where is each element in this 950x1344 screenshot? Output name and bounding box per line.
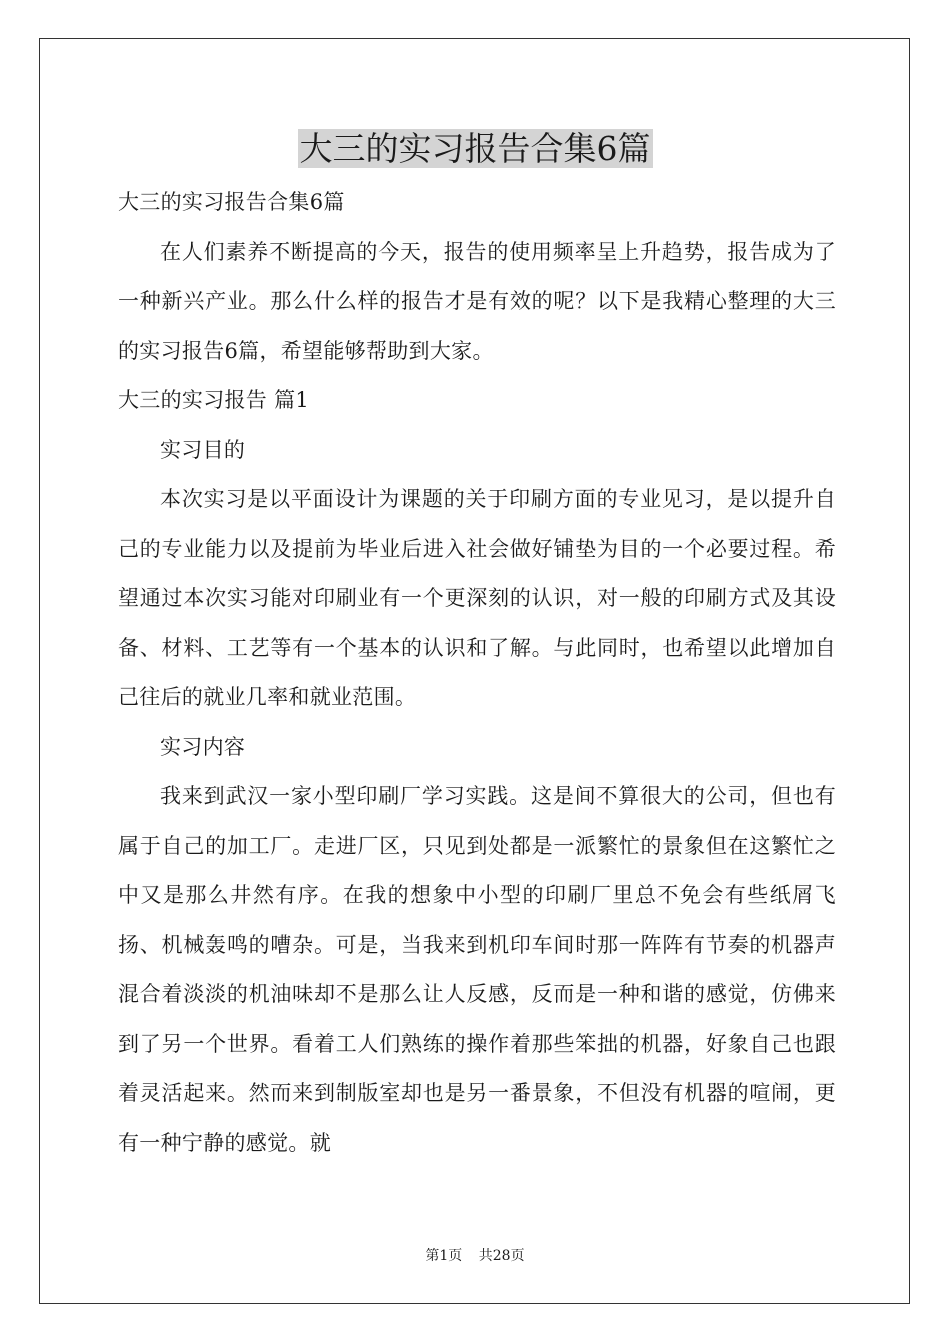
page-total: 共28页 <box>478 1248 525 1264</box>
paragraph-intro: 在人们素养不断提高的今天，报告的使用频率呈上升趋势，报告成为了一种新兴产业。那么什么样的报告才是有效的呢？以下是我精心整理的大三的实习报告6篇，希望能够帮助到大家。 <box>118 239 836 363</box>
page-number: 第1页 <box>425 1248 463 1264</box>
subheading-content: 实习内容 <box>160 734 246 759</box>
document-title-text: 大三的实习报告合集6篇 <box>299 129 651 168</box>
section-heading: 大三的实习报告 篇1 <box>118 388 310 412</box>
paragraph-subtitle: 大三的实习报告合集6篇 <box>118 190 345 214</box>
paragraph-purpose: 本次实习是以平面设计为课题的关于印刷方面的专业见习，是以提升自己的专业能力以及提前为毕业后进入社会做好铺垫为目的一个必要过程。希望通过本次实习能对印刷业有一个更深刻的认识，对一般的印刷方式及其设备、材料、工艺等有一个基本的认识和了解。与此同时，也希望以此增加自己往后的就业几率和就业范围。 <box>118 487 836 709</box>
subheading-purpose: 实习目的 <box>160 437 246 462</box>
paragraph-content: 我来到武汉一家小型印刷厂学习实践。这是间不算很大的公司，但也有属于自己的加工厂。走进厂区，只见到处都是一派繁忙的景象但在这繁忙之中又是那么井然有序。在我的想象中小型的印刷厂里总不免会有些纸屑飞扬、机械轰鸣的嘈杂。可是，当我来到机印车间时那一阵阵有节奏的机器声混合着淡淡的机油味却不是那么让人反感，反而是一种和谐的感觉，仿佛来到了另一个世界。看着工人们熟练的操作着那些笨拙的机器，好象自己也跟着灵活起来。然而来到制版室却也是另一番景象，不但没有机器的喧闹，更有一种宁静的感觉。就 <box>118 784 836 1155</box>
document-title <box>0 127 950 171</box>
document-body <box>118 178 836 1168</box>
page-footer <box>0 1246 950 1266</box>
